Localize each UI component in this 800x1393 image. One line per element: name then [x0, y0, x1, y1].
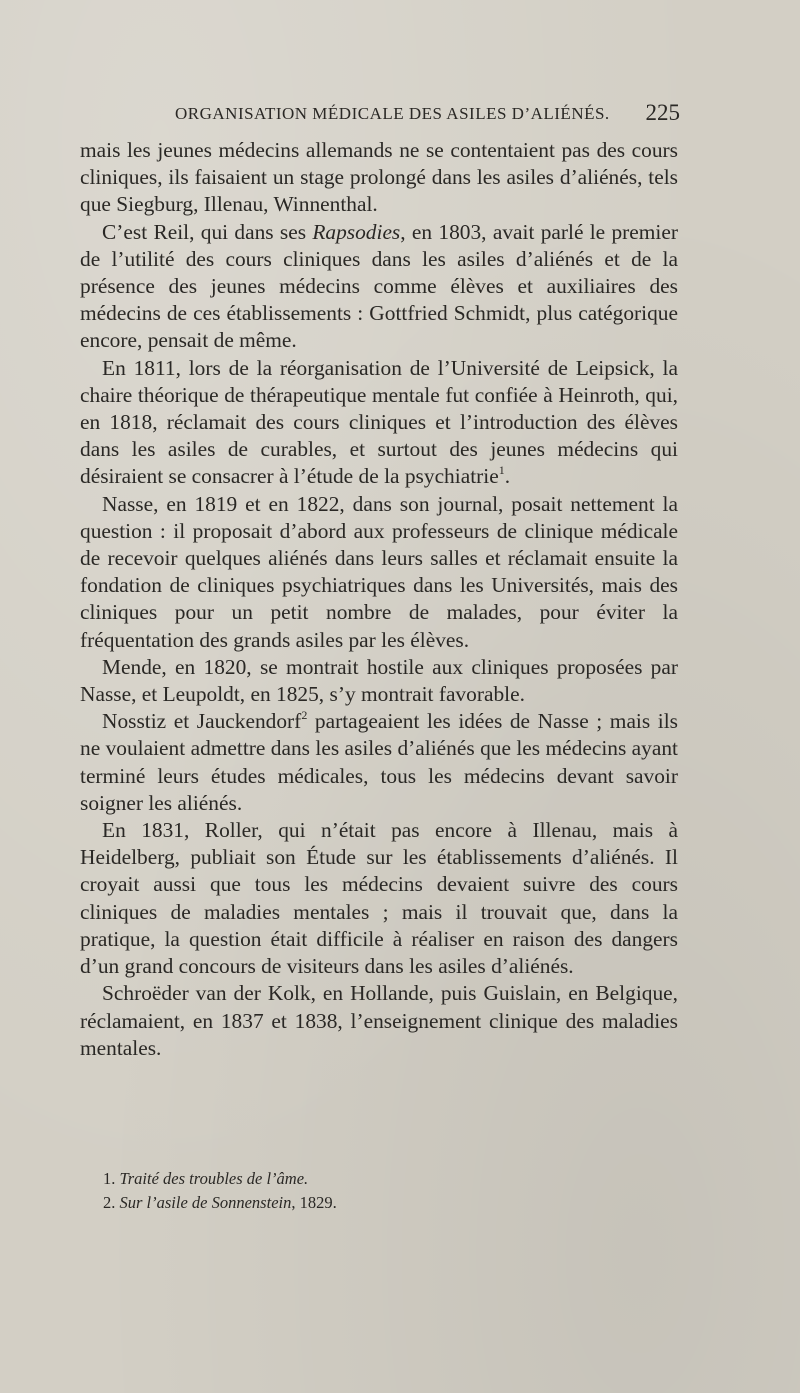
footnote-2-title: Sur l’asile de Sonnenstein — [119, 1193, 292, 1212]
body-text — [80, 137, 678, 1062]
running-head — [80, 100, 680, 134]
paragraph-8: Schroëder van der Kolk, en Hollande, puis Guislain, en Belgique, réclamaient, en 1837 et 1838, l’enseignement clinique des maladies mentales. — [80, 981, 678, 1060]
footnote-2-number: 2. — [103, 1193, 116, 1212]
paragraph-5: Mende, en 1820, se montrait hostile aux cliniques proposées par Nasse, et Leupoldt, en 1825, s’y montrait favorable. — [80, 654, 678, 707]
footnote-2-rest: , 1829. — [291, 1193, 337, 1212]
paragraph-6-text-b: partageaient les idées de Nasse ; mais ils ne voulaient admettre dans les asiles d’aliénés que les médecins ayant terminé leurs études médicales, tous les médecins devant savoir soigner les aliénés. — [80, 709, 678, 815]
paragraph-1: mais les jeunes médecins allemands ne se contentaient pas des cours cliniques, ils faisaient un stage prolongé dans les asiles d’aliénés, tels que Siegburg, Illenau, Winnenthal. — [80, 138, 678, 217]
paragraph-3-text: En 1811, lors de la réorganisation de l’Université de Leipsick, la chaire théorique de thérapeutique mentale fut confiée à Heinroth, qui, en 1818, réclamait des cours cliniques et l’introduction des élèves dans les asiles de curables, et surtout des jeunes médecins qui désiraient se consacrer à l’étude de la psychiatrie — [80, 355, 678, 489]
footnote-2 — [103, 1191, 663, 1215]
paragraph-6-text-a: Nosstiz et Jauckendorf — [102, 709, 302, 734]
footnote-1-number: 1. — [103, 1169, 116, 1188]
paragraph-2 — [80, 219, 678, 355]
paragraph-7: En 1831, Roller, qui n’était pas encore à Illenau, mais à Heidelberg, publiait son Étude sur les établissements d’aliénés. Il croyait aussi que tous les médecins devaient suivre des cours cliniques de maladies mentales ; mais il trouvait que, dans la pratique, la question était difficile à réaliser en raison des dangers d’un grand concours de visiteurs dans les asiles d’aliénés. — [80, 818, 678, 979]
footnote-1-title: Traité des troubles de l’âme. — [119, 1169, 309, 1188]
footnotes — [103, 1167, 663, 1215]
paragraph-2-text-b: , en 1803, avait parlé le premier de l’utilité des cours cliniques dans les asiles d’aliénés et de la présence des jeunes médecins comme élèves et auxiliaires des médecins de ces établissements : Gottfried Schmidt, plus catégorique encore, pensait de même. — [80, 219, 678, 353]
footnote-ref-2[interactable]: 2 — [301, 708, 308, 723]
paragraph-4: Nasse, en 1819 et en 1822, dans son journal, posait nettement la question : il proposait d’abord aux professeurs de clinique médicale de recevoir quelques aliénés dans leurs salles et réclamait ensuite la fondation de cliniques psychiatriques dans les Universités, mais des cliniques pour un petit nombre de malades, pour éviter la fréquentation des grands asiles par les élèves. — [80, 491, 678, 652]
running-title: ORGANISATION MÉDICALE DES ASILES D’ALIÉNÉS. — [175, 104, 610, 123]
work-title-rapsodies: Rapsodies — [312, 219, 401, 244]
paragraph-2-text-a: C’est Reil, qui dans ses — [102, 219, 313, 244]
footnote-ref-1[interactable]: 1 — [498, 463, 505, 478]
paragraph-6 — [80, 708, 678, 817]
paragraph-3-end: . — [504, 464, 511, 489]
paragraph-3 — [80, 355, 678, 491]
page-number: 225 — [645, 100, 680, 125]
footnote-1 — [103, 1167, 663, 1191]
